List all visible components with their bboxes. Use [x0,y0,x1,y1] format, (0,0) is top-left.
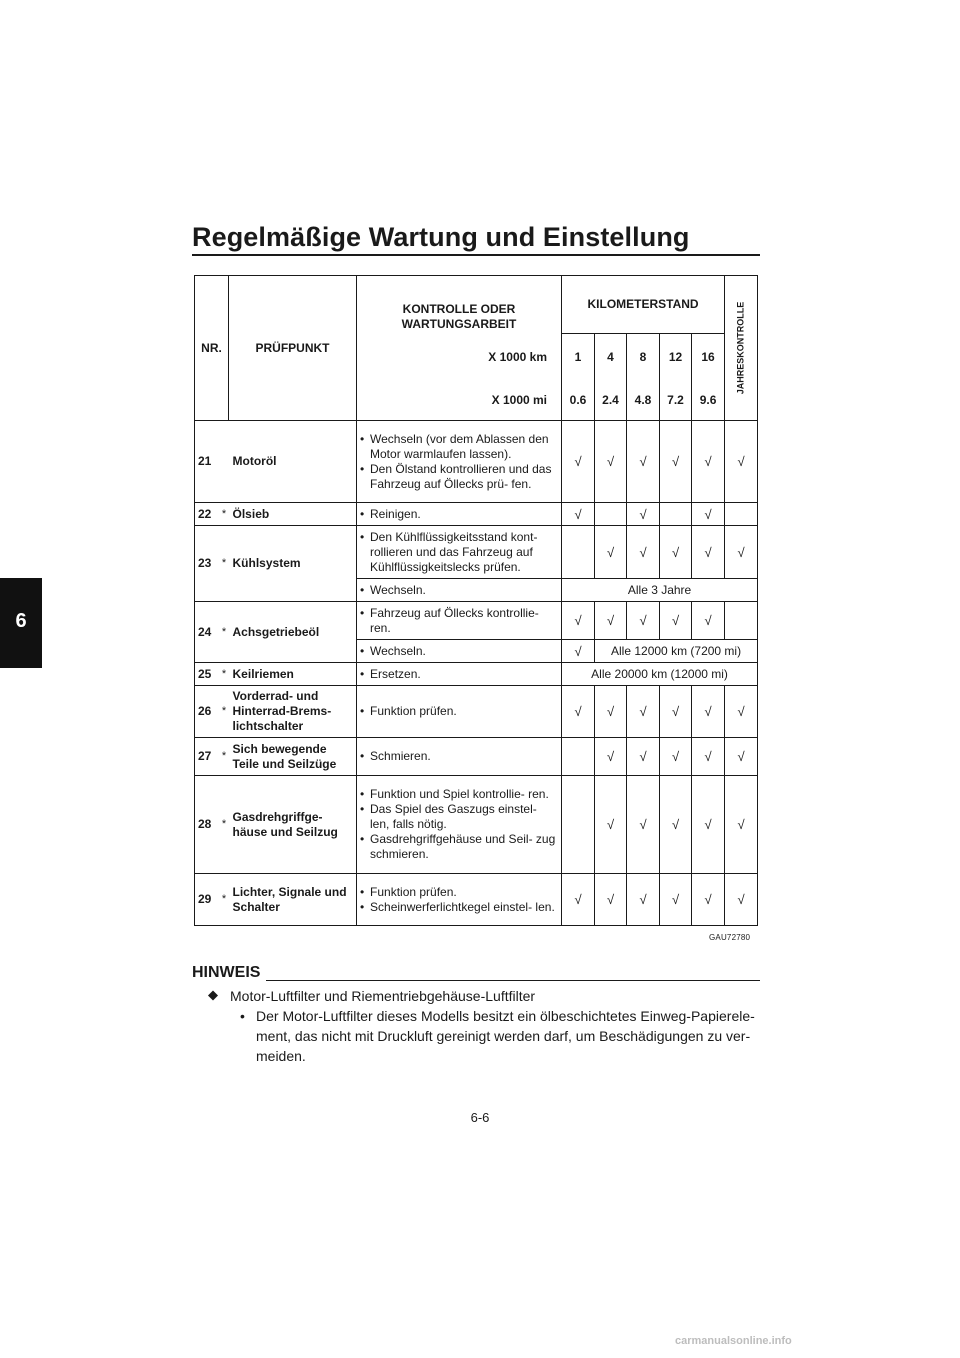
row-item: Ölsieb [229,503,357,526]
empty-cell [562,776,595,874]
task-item: • Reinigen. [360,507,558,522]
row-number: 27 [195,738,220,776]
check-mark: √ [595,776,627,874]
mi-9-6: 9.6 [692,381,725,421]
row-item: Lichter, Signale und Schalter [229,874,357,926]
row-number: 26 [195,686,220,738]
empty-cell [725,602,758,640]
empty-cell [562,738,595,776]
check-mark: √ [725,776,758,874]
row-tasks [357,776,562,874]
title-rule [192,254,760,256]
check-mark: √ [595,526,627,579]
check-mark: √ [562,686,595,738]
header-nr: NR. [195,276,229,421]
check-mark: √ [692,874,725,926]
row-item: Motoröl [229,421,357,503]
task-item: • Funktion prüfen. [360,704,558,719]
maintenance-table [194,275,758,926]
check-mark: √ [627,874,660,926]
note-body [240,1006,776,1066]
note-item-text: Motor-Luftfilter und Riementriebgehäuse-Luftfilter [230,988,536,1004]
mi-4-8: 4.8 [627,381,660,421]
document-code: GAU72780 [709,933,751,942]
check-mark: √ [562,874,595,926]
task-item: • Scheinwerferlichtkegel einstel- len. [360,900,558,915]
check-mark: √ [627,686,660,738]
note-heading: HINWEIS [192,964,261,981]
task-item: • Wechseln. [360,583,558,598]
task-item: • Gasdrehgriffgehäuse und Seil- zug schmieren. [360,832,558,862]
watermark: carmanualsonline.info [675,1335,792,1347]
check-mark: √ [627,776,660,874]
row-tasks [357,421,562,503]
interval-span: Alle 20000 km (12000 mi) [562,663,758,686]
check-mark: √ [595,421,627,503]
row-tasks [357,686,562,738]
annual-label: JAHRESKONTROLLE [735,301,746,395]
chapter-tab [0,578,42,668]
mi-0-6: 0.6 [562,381,595,421]
row-item: Achsgetriebeöl [229,602,357,663]
header-km-label: X 1000 km [357,334,562,381]
check-mark: √ [627,526,660,579]
row-item: Keilriemen [229,663,357,686]
row-star: * [220,663,229,686]
check-mark: √ [692,686,725,738]
diamond-bullet-icon: ⯁ [207,988,219,1004]
task-item: • Wechseln. [360,644,558,659]
check-mark: √ [692,602,725,640]
header-odometer: KILOMETERSTAND [562,276,725,334]
mi-2-4: 2.4 [595,381,627,421]
row-number: 22 [195,503,220,526]
row-number: 29 [195,874,220,926]
check-mark: √ [692,776,725,874]
check-mark: √ [660,526,692,579]
check-mark: √ [562,602,595,640]
empty-cell [660,503,692,526]
note-body-text: Der Motor-Luftfilter dieses Modells besitzt ein ölbeschichtetes Einweg-Papierele- ment, das nicht mit Druckluft gereinigt werden darf, um Beschädigungen zu ver- meiden. [256,1008,755,1064]
row-number: 24 [195,602,220,663]
row-star: * [220,686,229,738]
km-12: 12 [660,334,692,381]
note-item [206,988,535,1005]
check-mark: √ [725,421,758,503]
check-mark: √ [595,686,627,738]
row-tasks [357,579,562,602]
interval-span: Alle 3 Jahre [562,579,758,602]
row-number: 25 [195,663,220,686]
row-star: * [220,738,229,776]
table-row [195,874,758,926]
task-item: • Schmieren. [360,749,558,764]
interval-span: Alle 12000 km (7200 mi) [595,640,758,663]
task-item: • Wechseln (vor dem Ablassen den Motor warmlaufen lassen). [360,432,558,462]
check-mark: √ [627,602,660,640]
row-tasks [357,526,562,579]
row-item: Sich bewegende Teile und Seilzüge [229,738,357,776]
check-mark: √ [627,421,660,503]
row-tasks [357,640,562,663]
row-tasks [357,874,562,926]
row-item: Gasdrehgriffge- häuse und Seilzug [229,776,357,874]
empty-cell [595,503,627,526]
row-number: 21 [195,421,220,503]
table-row [195,686,758,738]
check-mark: √ [562,503,595,526]
check-mark: √ [725,686,758,738]
task-item: • Das Spiel des Gaszugs einstel- len, falls nötig. [360,802,558,832]
task-item: • Funktion prüfen. [360,885,558,900]
check-mark: √ [627,738,660,776]
row-tasks [357,663,562,686]
row-number: 23 [195,526,220,602]
check-mark: √ [660,421,692,503]
note-rule [266,980,760,981]
task-item: • Ersetzen. [360,667,558,682]
check-mark: √ [595,874,627,926]
header-task: KONTROLLE ODER WARTUNGSARBEIT [357,276,562,334]
row-number: 28 [195,776,220,874]
km-4: 4 [595,334,627,381]
page-number: 6-6 [470,1110,490,1125]
row-star: * [220,503,229,526]
chapter-number: 6 [15,610,27,632]
check-mark: √ [725,738,758,776]
table-row [195,602,758,640]
row-item: Vorderrad- und Hinterrad-Brems- lichtschalter [229,686,357,738]
row-star: * [220,602,229,663]
check-mark: √ [692,503,725,526]
table-row [195,421,758,503]
table-row [195,738,758,776]
row-tasks [357,738,562,776]
header-annual [725,276,758,421]
row-star [220,421,229,503]
check-mark: √ [595,602,627,640]
row-star: * [220,776,229,874]
task-item: • Fahrzeug auf Öllecks kontrollie- ren. [360,606,558,636]
check-mark: √ [725,526,758,579]
check-mark: √ [692,738,725,776]
km-1: 1 [562,334,595,381]
km-16: 16 [692,334,725,381]
task-item: • Den Ölstand kontrollieren und das Fahrzeug auf Öllecks prü- fen. [360,462,558,492]
check-mark: √ [660,686,692,738]
empty-cell [562,526,595,579]
table-row [195,663,758,686]
check-mark: √ [660,602,692,640]
table-row [195,776,758,874]
check-mark: √ [660,874,692,926]
table-row [195,503,758,526]
check-mark: √ [725,874,758,926]
row-item: Kühlsystem [229,526,357,602]
task-item: • Den Kühlflüssigkeitsstand kont- rollieren und das Fahrzeug auf Kühlflüssigkeitslecks prüfen. [360,530,558,575]
row-star: * [220,526,229,602]
table-row [195,526,758,579]
check-mark: √ [562,640,595,663]
row-star: * [220,874,229,926]
page-title: Regelmäßige Wartung und Einstellung [192,222,690,252]
check-mark: √ [692,526,725,579]
check-mark: √ [660,738,692,776]
header-mi-label: X 1000 mi [357,381,562,421]
check-mark: √ [627,503,660,526]
task-item: • Funktion und Spiel kontrollie- ren. [360,787,558,802]
check-mark: √ [595,738,627,776]
check-mark: √ [692,421,725,503]
km-8: 8 [627,334,660,381]
check-mark: √ [562,421,595,503]
check-mark: √ [660,776,692,874]
mi-7-2: 7.2 [660,381,692,421]
header-item: PRÜFPUNKT [229,276,357,421]
row-tasks [357,602,562,640]
empty-cell [725,503,758,526]
row-tasks [357,503,562,526]
bullet-icon: • [240,1008,245,1024]
